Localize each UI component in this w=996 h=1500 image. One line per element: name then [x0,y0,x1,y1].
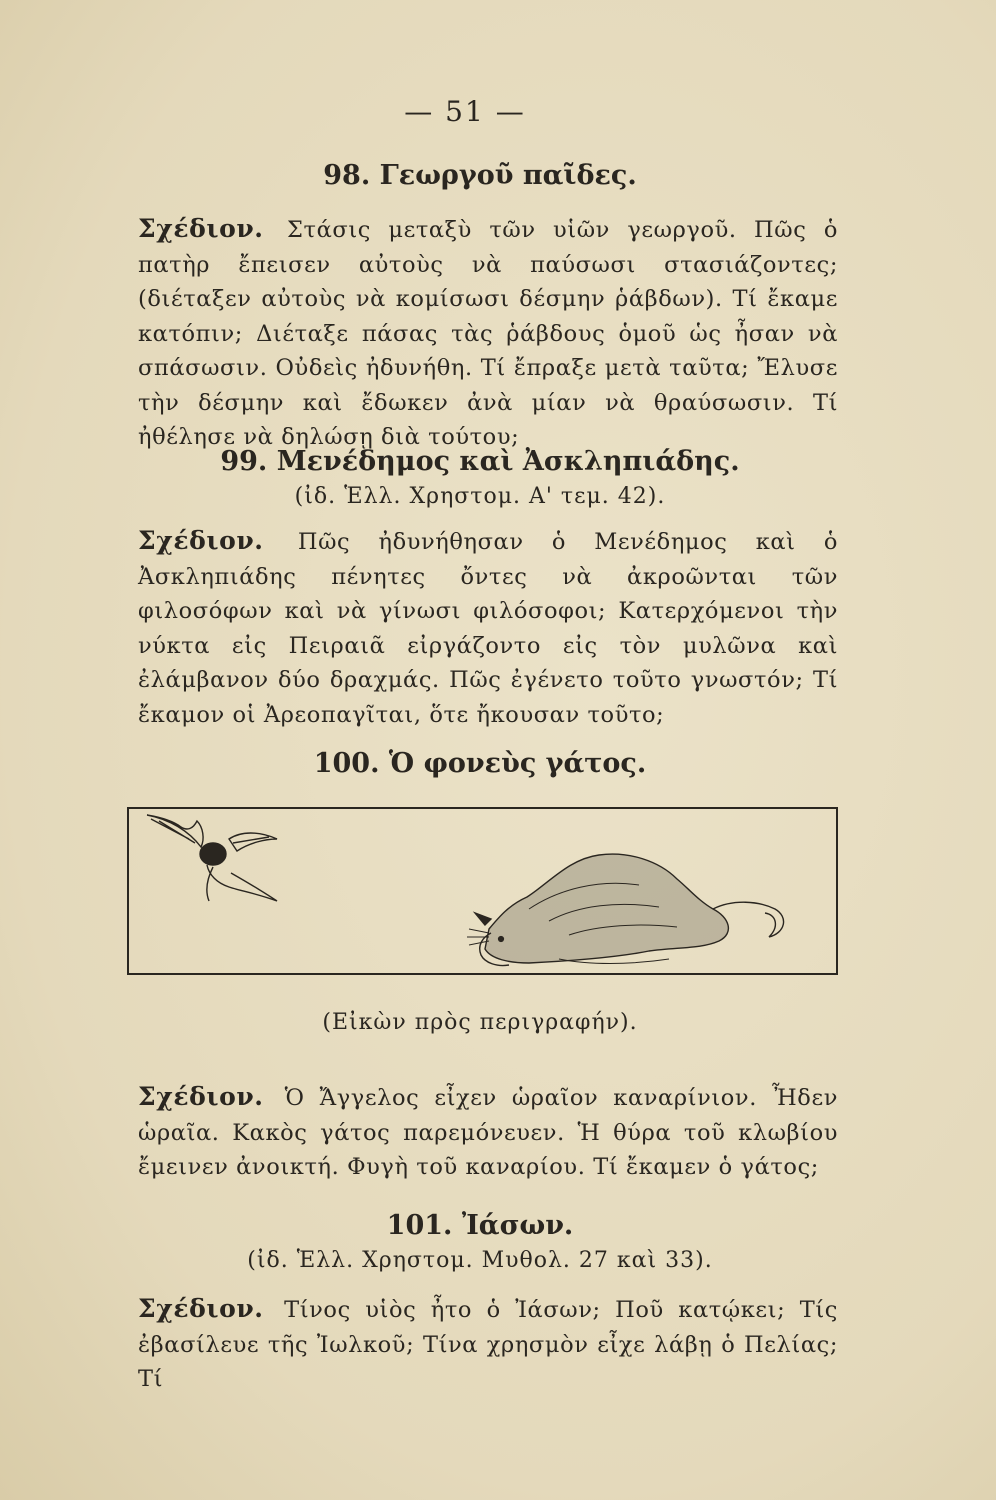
section-101-source: (ἰδ. Ἑλλ. Χρηστομ. Μυθολ. 27 καὶ 33). [247,1248,713,1273]
cat-illustration [467,854,784,965]
section-100-paragraph [138,1080,838,1188]
section-99-paragraph [138,524,838,728]
section-100-heading: 100. Ὁ φονεὺς γάτος. [313,748,647,779]
section-98-heading: 98. Γεωργοῦ παῖδες. [323,160,637,191]
section-100-text: Ὁ Ἄγγελος εἶχεν ὡραῖον καναρίνιον. Ἦδεν ὡραῖα. Κακὸς γάτος παρεμόνευεν. Ἡ θύρα τοῦ κλωβίου ἔμεινεν ἀνοικτή. Φυγὴ τοῦ καναρίου. Τί ἔκαμεν ὁ γάτος; [138,1085,838,1180]
illustration-frame [127,807,838,975]
section-101-heading: 101. Ἰάσων. [386,1210,574,1241]
section-101-paragraph [138,1292,838,1392]
section-98-lead: Σχέδιον. [138,214,264,243]
section-100-lead: Σχέδιον. [138,1082,264,1111]
section-99-text: Πῶς ἠδυνήθησαν ὁ Μενέδημος καὶ ὁ Ἀσκληπιάδης πένητες ὄντες νὰ ἀκροῶνται τῶν φιλοσόφων καὶ νὰ γίνωσι φιλόσοφοι; Κατερχόμενοι τὴν νύκτα εἰς Πειραιᾶ εἰργάζοντο εἰς τὸν μυλῶνα καὶ ἐλάμβανον δύο δραχμάς. Πῶς ἐγένετο τοῦτο γνωστόν; Τί ἔκαμον οἱ Ἀρεοπαγῖται, ὅτε ἤκουσαν τοῦτο; [138,529,838,728]
illustration [129,809,836,973]
bird-illustration [147,815,277,901]
section-98-text: Στάσις μεταξὺ τῶν υἱῶν γεωργοῦ. Πῶς ὁ πατὴρ ἔπεισεν αὐτοὺς νὰ παύσωσι στασιάζοντες; (διέταξεν αὐτοὺς νὰ κομίσωσι δέσμην ῥάβδων). Τί ἔκαμε κατόπιν; Διέταξε πάσας τὰς ῥάβδους ὁμοῦ ὡς ἦσαν νὰ σπάσωσιν. Οὐδεὶς ἠδυνήθη. Τί ἔπραξε μετὰ ταῦτα; Ἔλυσε τὴν δέσμην καὶ ἔδωκεν ἀνὰ μίαν νὰ θραύσωσιν. Τί ἠθέλησε νὰ δηλώσῃ διὰ τούτου; [138,217,838,450]
section-101-lead: Σχέδιον. [138,1294,264,1323]
page-number: — 51 — [404,95,526,128]
section-98-paragraph [138,212,838,450]
section-99-heading: 99. Μενέδημος καὶ Ἀσκληπιάδης. [220,446,740,477]
section-99-source: (ἰδ. Ἑλλ. Χρηστομ. Α' τεμ. 42). [294,484,666,509]
section-101-text: Τίνος υἱὸς ἦτο ὁ Ἰάσων; Ποῦ κατῴκει; Τίς ἐβασίλευε τῆς Ἰωλκοῦ; Τίνα χρησμὸν εἶχε λάβῃ ὁ Πελίας; Τί [138,1297,838,1392]
illustration-caption: (Εἰκὼν πρὸς περιγραφήν). [322,1010,638,1035]
section-99-lead: Σχέδιον. [138,526,264,555]
